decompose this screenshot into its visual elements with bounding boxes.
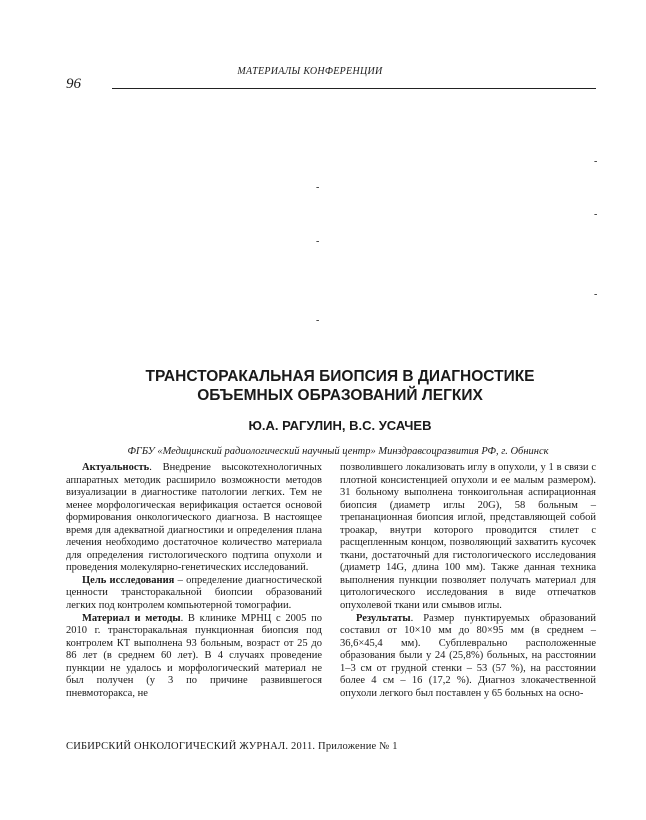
text-column-right <box>340 462 596 700</box>
stray-mark: - <box>594 156 598 167</box>
article-affiliation: ФГБУ «Медицинский радиологический научный центр» Минздравсоцразвития РФ, г. Обнинск <box>127 446 549 457</box>
paragraph-text: позволившего локализовать иглу в опухоли, у 1 в связи с плотной консистенцией опухоли и ее малым размером). 31 больному выполнена тонкоигольная аспирационная биопсия (диаметр иглы 20G), 58 больным – трепанационная биопсия иглой, представляющей собой троакар, внутри которого проводится стилет с расщепленным концом, позволяющий захватить кусочек ткани, достаточный для гистологического исследования (диаметр 14G, длина 100 мм). Также данная техника выполнения пункции позволяет получать материал для цитологического исследования в виде отпечатков опухолевой ткани или смывов иглы. <box>340 462 596 612</box>
running-head: МАТЕРИАЛЫ КОНФЕРЕНЦИИ <box>237 66 383 77</box>
paragraph-text: . Размер пунктируемых образований составил от 10×10 мм до 80×95 мм (в среднем – 36,6×45,4 мм). Субплеврально расположенные образования были у 24 (25,8%) больных, на расстоянии 1–3 см от грудной стенки – 53 (57 %), на расстоянии более 4 см – 16 (17,2 %). Диагноз злокачественной опухоли легкого был поставлен у 65 больных на осно- <box>340 612 596 699</box>
stray-mark: - <box>316 236 320 247</box>
stray-mark: - <box>594 289 598 300</box>
paragraph-aim <box>66 575 322 613</box>
journal-footer: СИБИРСКИЙ ОНКОЛОГИЧЕСКИЙ ЖУРНАЛ. 2011. Приложение № 1 <box>66 741 398 752</box>
article-authors: Ю.А. РАГУЛИН, В.С. УСАЧЕВ <box>248 418 432 433</box>
paragraph-methods <box>66 613 322 701</box>
paragraph-methods-continued <box>340 462 596 613</box>
stray-mark: - <box>594 209 598 220</box>
paragraph-relevance <box>66 462 322 575</box>
paragraph-results <box>340 613 596 701</box>
stray-mark: - <box>316 315 320 326</box>
article-title <box>70 367 610 405</box>
header-rule <box>112 88 596 89</box>
paragraph-text: – определение диагностической ценности трансторакальной биопсии образований легких под контролем компьютерной томографии. <box>66 574 322 612</box>
article-title-line-2: ОБЪЕМНЫХ ОБРАЗОВАНИЙ ЛЕГКИХ <box>197 387 483 404</box>
paragraph-text: . В клинике МРНЦ с 2005 по 2010 г. трансторакальная пункционная биопсия под контролем КТ выполнена 93 больным, возраст от 25 до 86 лет (в среднем 60 лет). В 4 случаях проведение пункции не удалось и морфологический материал не был получен (у 3 по причине развившегося пневмоторакса, не <box>66 612 322 699</box>
article-title-line-1: ТРАНСТОРАКАЛЬНАЯ БИОПСИЯ В ДИАГНОСТИКЕ <box>145 368 535 385</box>
section-label: Результаты <box>356 612 411 624</box>
section-label: Цель исследования <box>82 574 175 586</box>
section-label: Актуальность <box>82 462 150 473</box>
text-column-left <box>66 462 322 700</box>
stray-mark: - <box>316 182 320 193</box>
paragraph-text: . Внедрение высокотехнологичных аппаратных методик расширило возможности методов визуализации в диагностике патологии легких. Тем не менее морфологическая верификация остается основой формирования онкологического диагноза. В настоящее время для адекватной диагностики и определения плана лечения необходимо достаточное количество материала для определения гистологического подтипа опухоли и проведения молекулярно-генетических исследований. <box>66 462 322 574</box>
section-label: Материал и методы <box>82 612 181 624</box>
page-number: 96 <box>66 76 81 92</box>
